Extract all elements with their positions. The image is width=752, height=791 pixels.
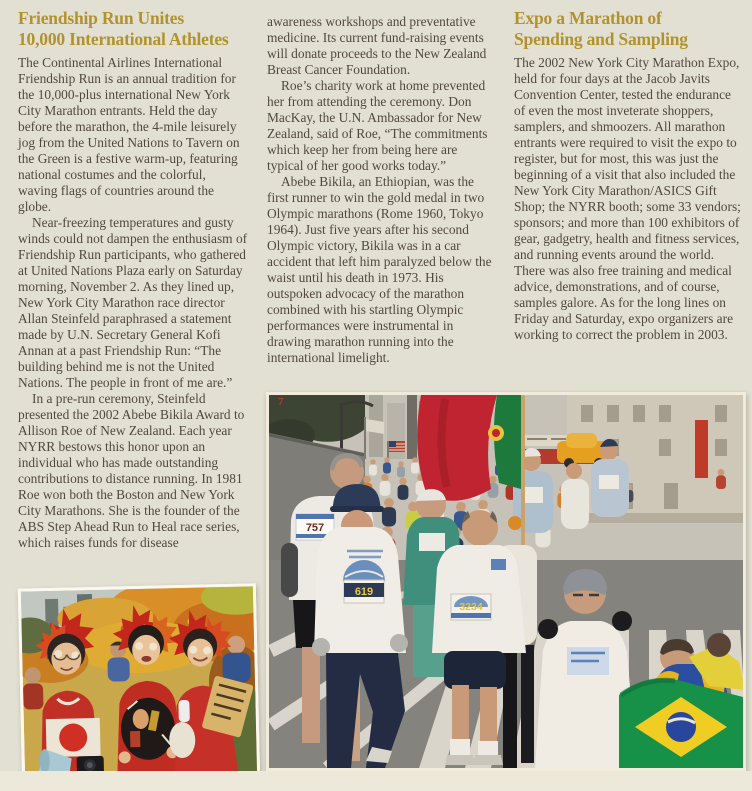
title-line-2: 10,000 International Athletes (18, 29, 229, 49)
paragraph: Near-freezing temperatures and gusty winds could not dampen the enthusiasm of Friendship Run participants, who gathered at United Nations Plaza early on Saturday morning, November 2. As they lined up, New York City Marathon race director Allan Steinfeld paraphrased a statement made by U.N. Secretary General Kofi Annan at a past Friendship Run: “The building behind me is not the United Nations. The people in front of me are.” (18, 215, 248, 390)
bib-number: 3234 (459, 601, 483, 613)
bib-number: 619 (354, 586, 374, 598)
paragraph: Roe’s charity work at home prevented her from attending the ceremony. Don MacKay, the U.N. Ambassador for New Zealand, said of Roe, “The commitments which keep her from being here are typical of her good works today.” (267, 78, 488, 173)
column-right (514, 8, 743, 343)
column-middle (267, 14, 496, 366)
bib-619 (344, 580, 384, 603)
paragraph: In a pre-run ceremony, Steinfeld presented the 2002 Abebe Bikila Award to Allison Roe of New Zealand. Each year NYRR bestows this honor upon an individual who has made outstanding contributions to distance running. In 1981 Roe won both the Boston and New York City Marathons. She is the founder of the ABS Step Ahead Run to Heal race series, which raises funds for disease (18, 391, 245, 550)
bottle (178, 700, 189, 722)
red-banner (695, 420, 708, 478)
bib-3234 (451, 594, 491, 620)
column-left (18, 8, 248, 551)
article-title-friendship-run (18, 8, 248, 50)
bib-small (419, 533, 445, 551)
title-line-1: Friendship Run Unites (18, 8, 184, 28)
title-line-1: Expo a Marathon of (514, 8, 662, 28)
paragraph: The 2002 New York City Marathon Expo, held for four days at the Jacob Javits Convention Center, tested the endurance of even the most inveterate shoppers, samplers, and shmoozers. All marathon entrants were required to visit the expo to register, but for most, this was just the beginning of a visit that also included the New York City Marathon/ASICS Gift Shop; the NYRR booth; some 33 vendors; sponsors; and more than 100 exhibitors of gear, gadgetry, health and fitness services, and running events around the world. There was also free training and medical advice, demonstrations, and of course, samples galore. As for the long lines on Friday and Saturday, expo organizers are working to correct the problem in 2003. (514, 55, 741, 342)
paragraph: Abebe Bikila, an Ethiopian, was the first runner to win the gold medal in two Olympic marathons (Rome 1960, Tokyo 1964). Just five years after his second Olympic victory, Bikila was in a car accident that left him paralyzed below the waist until his death in 1973. His outspoken advocacy of the marathon combined with his startling Olympic performances were instrumental in drawing marathon running into the international limelight. (267, 174, 492, 365)
paragraph: awareness workshops and preventative medicine. Its current fund-raising events will donate proceeds to the New Zealand Breast Cancer Foundation. (267, 14, 487, 77)
article-title-expo (514, 8, 743, 50)
bib-number: 757 (305, 522, 325, 534)
photo-marathon-runners (266, 392, 746, 771)
photo-friendship-run-costumes (18, 583, 260, 786)
page-bottom-margin (0, 771, 752, 791)
title-line-2: Spending and Sampling (514, 29, 688, 49)
marathon-photo-scene (269, 395, 743, 768)
paragraph: The Continental Airlines International Friendship Run is an annual tradition for the 10,000-plus international New York City Marathon entrants. Held the day before the marathon, the 4-mile leisurely jog from the United Nations to Tavern on the Green is a festive warm-up, featuring national costumes and the colorful, waving flags of countries around the globe. (18, 55, 240, 214)
page-number: 7 (278, 396, 284, 408)
costume-photo-scene (21, 586, 257, 783)
